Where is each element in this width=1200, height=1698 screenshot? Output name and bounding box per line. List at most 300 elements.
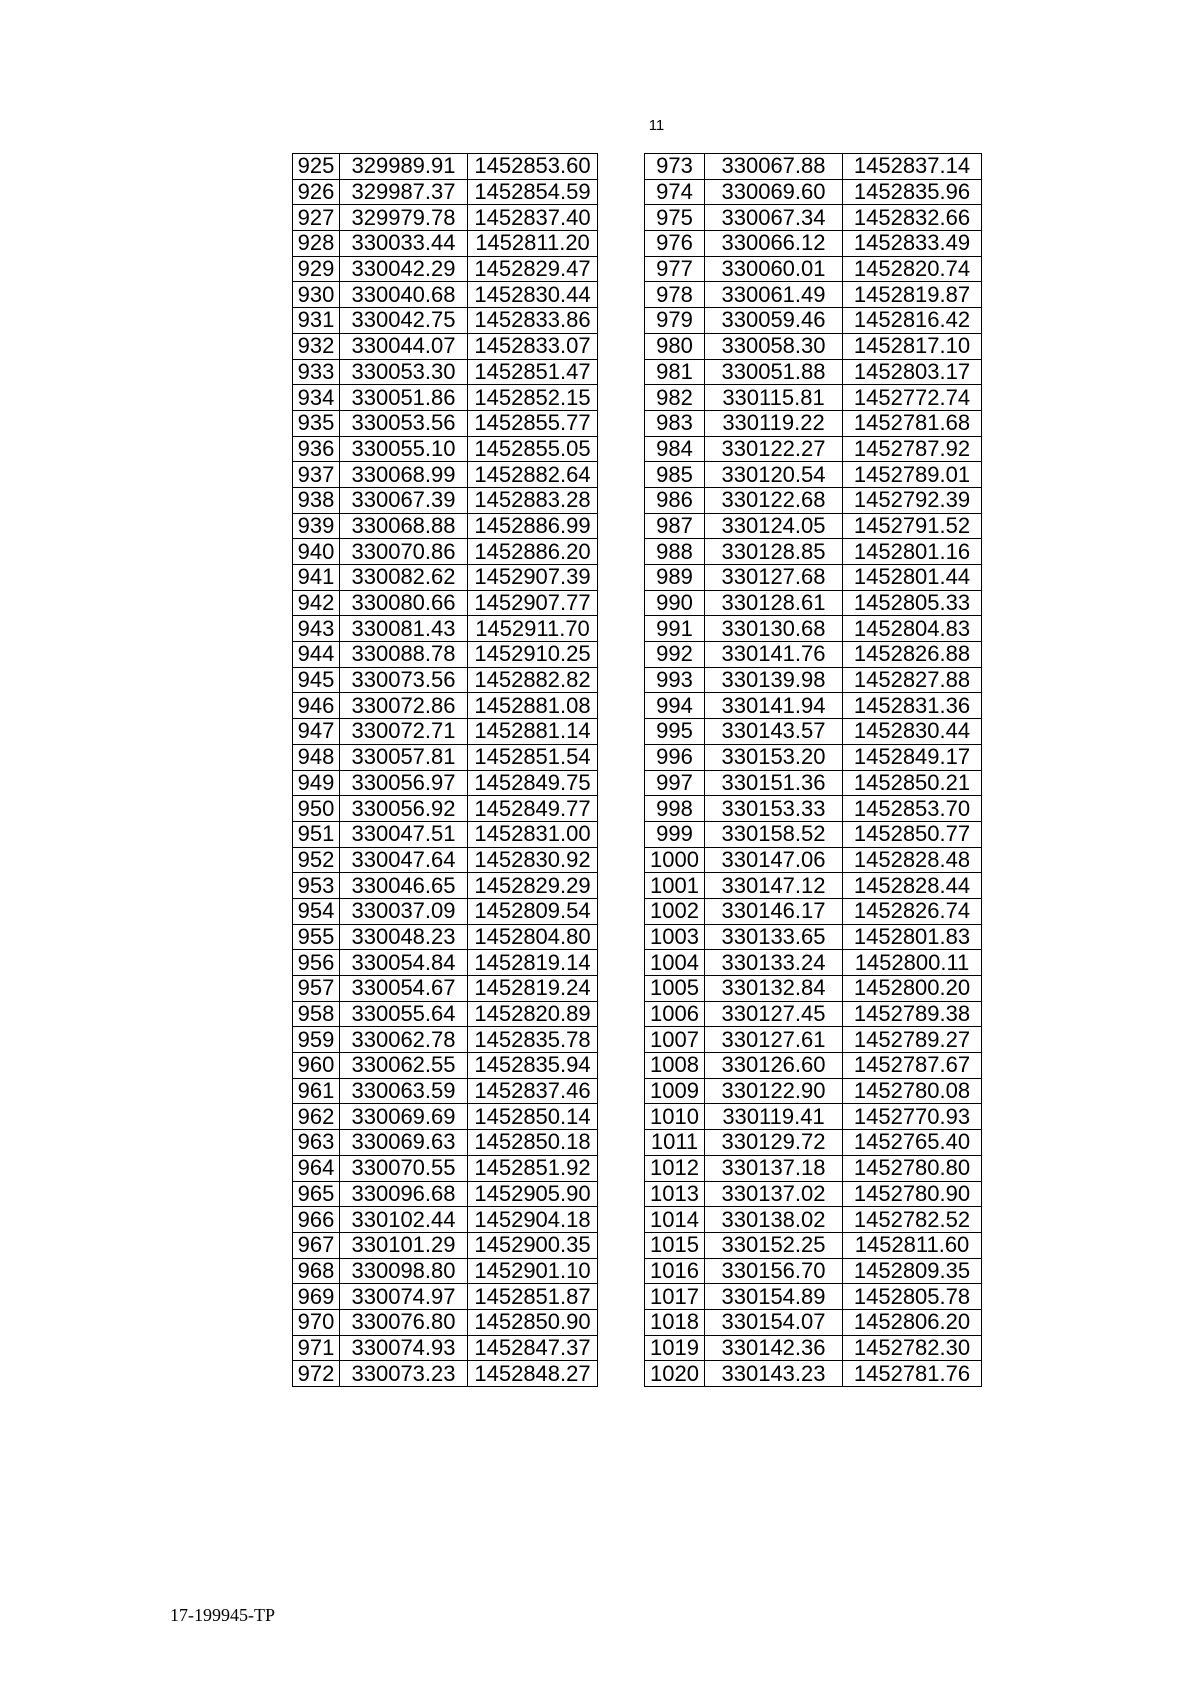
y-coordinate-cell: 1452780.08 — [843, 1078, 982, 1104]
y-coordinate-cell: 1452800.20 — [843, 976, 982, 1002]
x-coordinate-cell: 330120.54 — [705, 462, 843, 488]
table-row — [645, 1027, 982, 1053]
x-coordinate-cell: 330056.97 — [340, 770, 468, 796]
x-coordinate-cell: 330067.88 — [705, 154, 843, 180]
y-coordinate-cell: 1452805.33 — [843, 590, 982, 616]
y-coordinate-cell: 1452811.20 — [468, 231, 598, 257]
x-coordinate-cell: 330154.89 — [705, 1284, 843, 1310]
y-coordinate-cell: 1452780.80 — [843, 1155, 982, 1181]
x-coordinate-cell: 330088.78 — [340, 642, 468, 668]
point-id-cell: 982 — [645, 385, 705, 411]
x-coordinate-cell: 330137.18 — [705, 1155, 843, 1181]
x-coordinate-cell: 330130.68 — [705, 616, 843, 642]
y-coordinate-cell: 1452781.68 — [843, 410, 982, 436]
table-row — [293, 976, 598, 1002]
y-coordinate-cell: 1452831.00 — [468, 821, 598, 847]
point-id-cell: 940 — [293, 539, 340, 565]
table-row — [645, 385, 982, 411]
table-row — [645, 1232, 982, 1258]
point-id-cell: 998 — [645, 796, 705, 822]
table-row — [293, 205, 598, 231]
point-id-cell: 991 — [645, 616, 705, 642]
y-coordinate-cell: 1452907.39 — [468, 565, 598, 591]
table-row — [293, 693, 598, 719]
point-id-cell: 961 — [293, 1078, 340, 1104]
y-coordinate-cell: 1452850.90 — [468, 1309, 598, 1335]
x-coordinate-cell: 330042.75 — [340, 308, 468, 334]
x-coordinate-cell: 330137.02 — [705, 1181, 843, 1207]
point-id-cell: 999 — [645, 821, 705, 847]
table-row — [293, 744, 598, 770]
table-row — [293, 719, 598, 745]
table-row — [293, 179, 598, 205]
table-row — [645, 231, 982, 257]
table-row — [293, 770, 598, 796]
point-id-cell: 1006 — [645, 1001, 705, 1027]
point-id-cell: 927 — [293, 205, 340, 231]
y-coordinate-cell: 1452827.88 — [843, 667, 982, 693]
point-id-cell: 1016 — [645, 1258, 705, 1284]
x-coordinate-cell: 330115.81 — [705, 385, 843, 411]
x-coordinate-cell: 330147.12 — [705, 873, 843, 899]
table-row — [293, 539, 598, 565]
table-row — [293, 1258, 598, 1284]
x-coordinate-cell: 330063.59 — [340, 1078, 468, 1104]
x-coordinate-cell: 330062.55 — [340, 1053, 468, 1079]
y-coordinate-cell: 1452811.60 — [843, 1232, 982, 1258]
point-id-cell: 969 — [293, 1284, 340, 1310]
table-row — [645, 1258, 982, 1284]
table-row — [293, 1284, 598, 1310]
table-row — [293, 231, 598, 257]
x-coordinate-cell: 330122.27 — [705, 436, 843, 462]
point-id-cell: 945 — [293, 667, 340, 693]
y-coordinate-cell: 1452819.24 — [468, 976, 598, 1002]
table-row — [293, 1130, 598, 1156]
document-footer-code: 17-199945-TP — [170, 1605, 275, 1625]
table-row — [293, 333, 598, 359]
y-coordinate-cell: 1452886.99 — [468, 513, 598, 539]
page-number: 11 — [648, 117, 665, 134]
table-row — [645, 513, 982, 539]
point-id-cell: 1008 — [645, 1053, 705, 1079]
point-id-cell: 956 — [293, 950, 340, 976]
x-coordinate-cell: 330141.76 — [705, 642, 843, 668]
y-coordinate-cell: 1452826.88 — [843, 642, 982, 668]
table-row — [645, 693, 982, 719]
table-row — [645, 642, 982, 668]
x-coordinate-cell: 330069.63 — [340, 1130, 468, 1156]
table-row — [645, 924, 982, 950]
x-coordinate-cell: 330072.71 — [340, 719, 468, 745]
point-id-cell: 958 — [293, 1001, 340, 1027]
point-id-cell: 1014 — [645, 1207, 705, 1233]
point-id-cell: 1007 — [645, 1027, 705, 1053]
table-row — [645, 462, 982, 488]
table-row — [645, 539, 982, 565]
x-coordinate-cell: 330142.36 — [705, 1335, 843, 1361]
point-id-cell: 1012 — [645, 1155, 705, 1181]
x-coordinate-cell: 330146.17 — [705, 898, 843, 924]
y-coordinate-cell: 1452804.83 — [843, 616, 982, 642]
y-coordinate-cell: 1452806.20 — [843, 1309, 982, 1335]
x-coordinate-cell: 330073.56 — [340, 667, 468, 693]
point-id-cell: 943 — [293, 616, 340, 642]
point-id-cell: 992 — [645, 642, 705, 668]
point-id-cell: 993 — [645, 667, 705, 693]
x-coordinate-cell: 330055.64 — [340, 1001, 468, 1027]
table-row — [293, 898, 598, 924]
table-row — [645, 308, 982, 334]
point-id-cell: 952 — [293, 847, 340, 873]
table-row — [645, 1130, 982, 1156]
y-coordinate-cell: 1452833.49 — [843, 231, 982, 257]
x-coordinate-cell: 330143.57 — [705, 719, 843, 745]
point-id-cell: 959 — [293, 1027, 340, 1053]
point-id-cell: 1005 — [645, 976, 705, 1002]
x-coordinate-cell: 330069.69 — [340, 1104, 468, 1130]
point-id-cell: 966 — [293, 1207, 340, 1233]
x-coordinate-cell: 330054.67 — [340, 976, 468, 1002]
table-row — [645, 565, 982, 591]
table-row — [293, 154, 598, 180]
point-id-cell: 981 — [645, 359, 705, 385]
x-coordinate-cell: 330147.06 — [705, 847, 843, 873]
point-id-cell: 1009 — [645, 1078, 705, 1104]
x-coordinate-cell: 329989.91 — [340, 154, 468, 180]
y-coordinate-cell: 1452837.46 — [468, 1078, 598, 1104]
y-coordinate-cell: 1452837.40 — [468, 205, 598, 231]
table-row — [645, 847, 982, 873]
table-row — [293, 821, 598, 847]
x-coordinate-cell: 330139.98 — [705, 667, 843, 693]
point-id-cell: 930 — [293, 282, 340, 308]
y-coordinate-cell: 1452835.96 — [843, 179, 982, 205]
y-coordinate-cell: 1452816.42 — [843, 308, 982, 334]
table-row — [293, 1001, 598, 1027]
y-coordinate-cell: 1452819.14 — [468, 950, 598, 976]
y-coordinate-cell: 1452829.47 — [468, 256, 598, 282]
x-coordinate-cell: 330153.33 — [705, 796, 843, 822]
x-coordinate-cell: 330102.44 — [340, 1207, 468, 1233]
x-coordinate-cell: 330156.70 — [705, 1258, 843, 1284]
table-row — [293, 667, 598, 693]
y-coordinate-cell: 1452829.29 — [468, 873, 598, 899]
table-row — [293, 924, 598, 950]
x-coordinate-cell: 330119.41 — [705, 1104, 843, 1130]
y-coordinate-cell: 1452832.66 — [843, 205, 982, 231]
table-row — [645, 1078, 982, 1104]
point-id-cell: 1004 — [645, 950, 705, 976]
y-coordinate-cell: 1452782.52 — [843, 1207, 982, 1233]
table-row — [645, 256, 982, 282]
table-row — [645, 719, 982, 745]
point-id-cell: 970 — [293, 1309, 340, 1335]
point-id-cell: 965 — [293, 1181, 340, 1207]
y-coordinate-cell: 1452910.25 — [468, 642, 598, 668]
y-coordinate-cell: 1452801.16 — [843, 539, 982, 565]
x-coordinate-cell: 330129.72 — [705, 1130, 843, 1156]
x-coordinate-cell: 330047.51 — [340, 821, 468, 847]
point-id-cell: 1011 — [645, 1130, 705, 1156]
y-coordinate-cell: 1452791.52 — [843, 513, 982, 539]
table-row — [645, 359, 982, 385]
coordinate-table-right — [644, 153, 982, 1387]
y-coordinate-cell: 1452820.89 — [468, 1001, 598, 1027]
y-coordinate-cell: 1452809.54 — [468, 898, 598, 924]
y-coordinate-cell: 1452904.18 — [468, 1207, 598, 1233]
table-row — [645, 1361, 982, 1387]
x-coordinate-cell: 330059.46 — [705, 308, 843, 334]
x-coordinate-cell: 330143.23 — [705, 1361, 843, 1387]
x-coordinate-cell: 330067.34 — [705, 205, 843, 231]
table-row — [293, 308, 598, 334]
point-id-cell: 939 — [293, 513, 340, 539]
y-coordinate-cell: 1452830.92 — [468, 847, 598, 873]
y-coordinate-cell: 1452787.92 — [843, 436, 982, 462]
point-id-cell: 1002 — [645, 898, 705, 924]
table-row — [293, 256, 598, 282]
table-row — [293, 616, 598, 642]
point-id-cell: 1015 — [645, 1232, 705, 1258]
x-coordinate-cell: 330074.97 — [340, 1284, 468, 1310]
x-coordinate-cell: 330057.81 — [340, 744, 468, 770]
table-row — [645, 1309, 982, 1335]
point-id-cell: 978 — [645, 282, 705, 308]
y-coordinate-cell: 1452855.77 — [468, 410, 598, 436]
table-row — [645, 1284, 982, 1310]
table-row — [293, 1078, 598, 1104]
y-coordinate-cell: 1452855.05 — [468, 436, 598, 462]
table-row — [645, 179, 982, 205]
point-id-cell: 1018 — [645, 1309, 705, 1335]
x-coordinate-cell: 330081.43 — [340, 616, 468, 642]
point-id-cell: 1017 — [645, 1284, 705, 1310]
point-id-cell: 949 — [293, 770, 340, 796]
x-coordinate-cell: 330054.84 — [340, 950, 468, 976]
table-row — [293, 513, 598, 539]
point-id-cell: 988 — [645, 539, 705, 565]
y-coordinate-cell: 1452849.17 — [843, 744, 982, 770]
x-coordinate-cell: 330069.60 — [705, 179, 843, 205]
x-coordinate-cell: 330037.09 — [340, 898, 468, 924]
table-row — [645, 1207, 982, 1233]
x-coordinate-cell: 330101.29 — [340, 1232, 468, 1258]
table-row — [645, 770, 982, 796]
point-id-cell: 968 — [293, 1258, 340, 1284]
point-id-cell: 932 — [293, 333, 340, 359]
table-row — [293, 1104, 598, 1130]
table-row — [293, 282, 598, 308]
x-coordinate-cell: 330051.86 — [340, 385, 468, 411]
table-row — [645, 873, 982, 899]
table-row — [293, 1335, 598, 1361]
y-coordinate-cell: 1452849.77 — [468, 796, 598, 822]
table-row — [645, 976, 982, 1002]
y-coordinate-cell: 1452851.54 — [468, 744, 598, 770]
x-coordinate-cell: 330127.61 — [705, 1027, 843, 1053]
x-coordinate-cell: 330126.60 — [705, 1053, 843, 1079]
x-coordinate-cell: 330053.56 — [340, 410, 468, 436]
x-coordinate-cell: 330044.07 — [340, 333, 468, 359]
x-coordinate-cell: 330053.30 — [340, 359, 468, 385]
point-id-cell: 996 — [645, 744, 705, 770]
table-row — [293, 1053, 598, 1079]
x-coordinate-cell: 330096.68 — [340, 1181, 468, 1207]
point-id-cell: 995 — [645, 719, 705, 745]
y-coordinate-cell: 1452849.75 — [468, 770, 598, 796]
y-coordinate-cell: 1452907.77 — [468, 590, 598, 616]
point-id-cell: 979 — [645, 308, 705, 334]
point-id-cell: 985 — [645, 462, 705, 488]
point-id-cell: 986 — [645, 487, 705, 513]
point-id-cell: 980 — [645, 333, 705, 359]
y-coordinate-cell: 1452789.27 — [843, 1027, 982, 1053]
y-coordinate-cell: 1452828.48 — [843, 847, 982, 873]
point-id-cell: 994 — [645, 693, 705, 719]
x-coordinate-cell: 330046.65 — [340, 873, 468, 899]
table-row — [645, 410, 982, 436]
y-coordinate-cell: 1452772.74 — [843, 385, 982, 411]
table-row — [645, 1001, 982, 1027]
y-coordinate-cell: 1452848.27 — [468, 1361, 598, 1387]
point-id-cell: 1010 — [645, 1104, 705, 1130]
x-coordinate-cell: 330122.90 — [705, 1078, 843, 1104]
y-coordinate-cell: 1452850.21 — [843, 770, 982, 796]
point-id-cell: 928 — [293, 231, 340, 257]
x-coordinate-cell: 330047.64 — [340, 847, 468, 873]
y-coordinate-cell: 1452850.18 — [468, 1130, 598, 1156]
table-row — [645, 1053, 982, 1079]
y-coordinate-cell: 1452881.14 — [468, 719, 598, 745]
x-coordinate-cell: 329987.37 — [340, 179, 468, 205]
x-coordinate-cell: 330067.39 — [340, 487, 468, 513]
y-coordinate-cell: 1452833.86 — [468, 308, 598, 334]
y-coordinate-cell: 1452787.67 — [843, 1053, 982, 1079]
point-id-cell: 951 — [293, 821, 340, 847]
y-coordinate-cell: 1452854.59 — [468, 179, 598, 205]
table-row — [293, 950, 598, 976]
table-row — [645, 667, 982, 693]
y-coordinate-cell: 1452911.70 — [468, 616, 598, 642]
x-coordinate-cell: 330127.45 — [705, 1001, 843, 1027]
point-id-cell: 989 — [645, 565, 705, 591]
x-coordinate-cell: 330128.85 — [705, 539, 843, 565]
y-coordinate-cell: 1452804.80 — [468, 924, 598, 950]
point-id-cell: 971 — [293, 1335, 340, 1361]
y-coordinate-cell: 1452805.78 — [843, 1284, 982, 1310]
x-coordinate-cell: 330072.86 — [340, 693, 468, 719]
x-coordinate-cell: 330151.36 — [705, 770, 843, 796]
point-id-cell: 962 — [293, 1104, 340, 1130]
x-coordinate-cell: 330042.29 — [340, 256, 468, 282]
x-coordinate-cell: 330060.01 — [705, 256, 843, 282]
point-id-cell: 964 — [293, 1155, 340, 1181]
x-coordinate-cell: 330124.05 — [705, 513, 843, 539]
x-coordinate-cell: 329979.78 — [340, 205, 468, 231]
table-row — [293, 1232, 598, 1258]
point-id-cell: 997 — [645, 770, 705, 796]
x-coordinate-cell: 330068.88 — [340, 513, 468, 539]
point-id-cell: 934 — [293, 385, 340, 411]
y-coordinate-cell: 1452826.74 — [843, 898, 982, 924]
table-row — [293, 1361, 598, 1387]
y-coordinate-cell: 1452850.14 — [468, 1104, 598, 1130]
y-coordinate-cell: 1452789.01 — [843, 462, 982, 488]
point-id-cell: 947 — [293, 719, 340, 745]
x-coordinate-cell: 330068.99 — [340, 462, 468, 488]
x-coordinate-cell: 330152.25 — [705, 1232, 843, 1258]
table-row — [645, 333, 982, 359]
x-coordinate-cell: 330153.20 — [705, 744, 843, 770]
y-coordinate-cell: 1452803.17 — [843, 359, 982, 385]
y-coordinate-cell: 1452853.60 — [468, 154, 598, 180]
table-row — [293, 847, 598, 873]
table-row — [645, 205, 982, 231]
y-coordinate-cell: 1452886.20 — [468, 539, 598, 565]
table-row — [293, 796, 598, 822]
point-id-cell: 960 — [293, 1053, 340, 1079]
y-coordinate-cell: 1452831.36 — [843, 693, 982, 719]
y-coordinate-cell: 1452765.40 — [843, 1130, 982, 1156]
point-id-cell: 946 — [293, 693, 340, 719]
table-row — [645, 950, 982, 976]
y-coordinate-cell: 1452851.92 — [468, 1155, 598, 1181]
table-row — [645, 487, 982, 513]
y-coordinate-cell: 1452852.15 — [468, 385, 598, 411]
y-coordinate-cell: 1452780.90 — [843, 1181, 982, 1207]
x-coordinate-cell: 330062.78 — [340, 1027, 468, 1053]
x-coordinate-cell: 330138.02 — [705, 1207, 843, 1233]
x-coordinate-cell: 330158.52 — [705, 821, 843, 847]
y-coordinate-cell: 1452833.07 — [468, 333, 598, 359]
point-id-cell: 944 — [293, 642, 340, 668]
point-id-cell: 942 — [293, 590, 340, 616]
y-coordinate-cell: 1452882.82 — [468, 667, 598, 693]
y-coordinate-cell: 1452837.14 — [843, 154, 982, 180]
y-coordinate-cell: 1452851.47 — [468, 359, 598, 385]
y-coordinate-cell: 1452847.37 — [468, 1335, 598, 1361]
y-coordinate-cell: 1452905.90 — [468, 1181, 598, 1207]
point-id-cell: 972 — [293, 1361, 340, 1387]
point-id-cell: 1019 — [645, 1335, 705, 1361]
point-id-cell: 950 — [293, 796, 340, 822]
table-row — [293, 873, 598, 899]
x-coordinate-cell: 330141.94 — [705, 693, 843, 719]
coordinate-table-left — [292, 153, 598, 1387]
point-id-cell: 1000 — [645, 847, 705, 873]
table-row — [293, 1155, 598, 1181]
y-coordinate-cell: 1452789.38 — [843, 1001, 982, 1027]
x-coordinate-cell: 330128.61 — [705, 590, 843, 616]
x-coordinate-cell: 330133.65 — [705, 924, 843, 950]
point-id-cell: 925 — [293, 154, 340, 180]
x-coordinate-cell: 330070.86 — [340, 539, 468, 565]
x-coordinate-cell: 330070.55 — [340, 1155, 468, 1181]
x-coordinate-cell: 330033.44 — [340, 231, 468, 257]
table-row — [293, 385, 598, 411]
table-row — [293, 1181, 598, 1207]
point-id-cell: 954 — [293, 898, 340, 924]
x-coordinate-cell: 330073.23 — [340, 1361, 468, 1387]
y-coordinate-cell: 1452770.93 — [843, 1104, 982, 1130]
x-coordinate-cell: 330061.49 — [705, 282, 843, 308]
point-id-cell: 1001 — [645, 873, 705, 899]
table-row — [645, 1155, 982, 1181]
point-id-cell: 929 — [293, 256, 340, 282]
table-row — [645, 616, 982, 642]
x-coordinate-cell: 330119.22 — [705, 410, 843, 436]
